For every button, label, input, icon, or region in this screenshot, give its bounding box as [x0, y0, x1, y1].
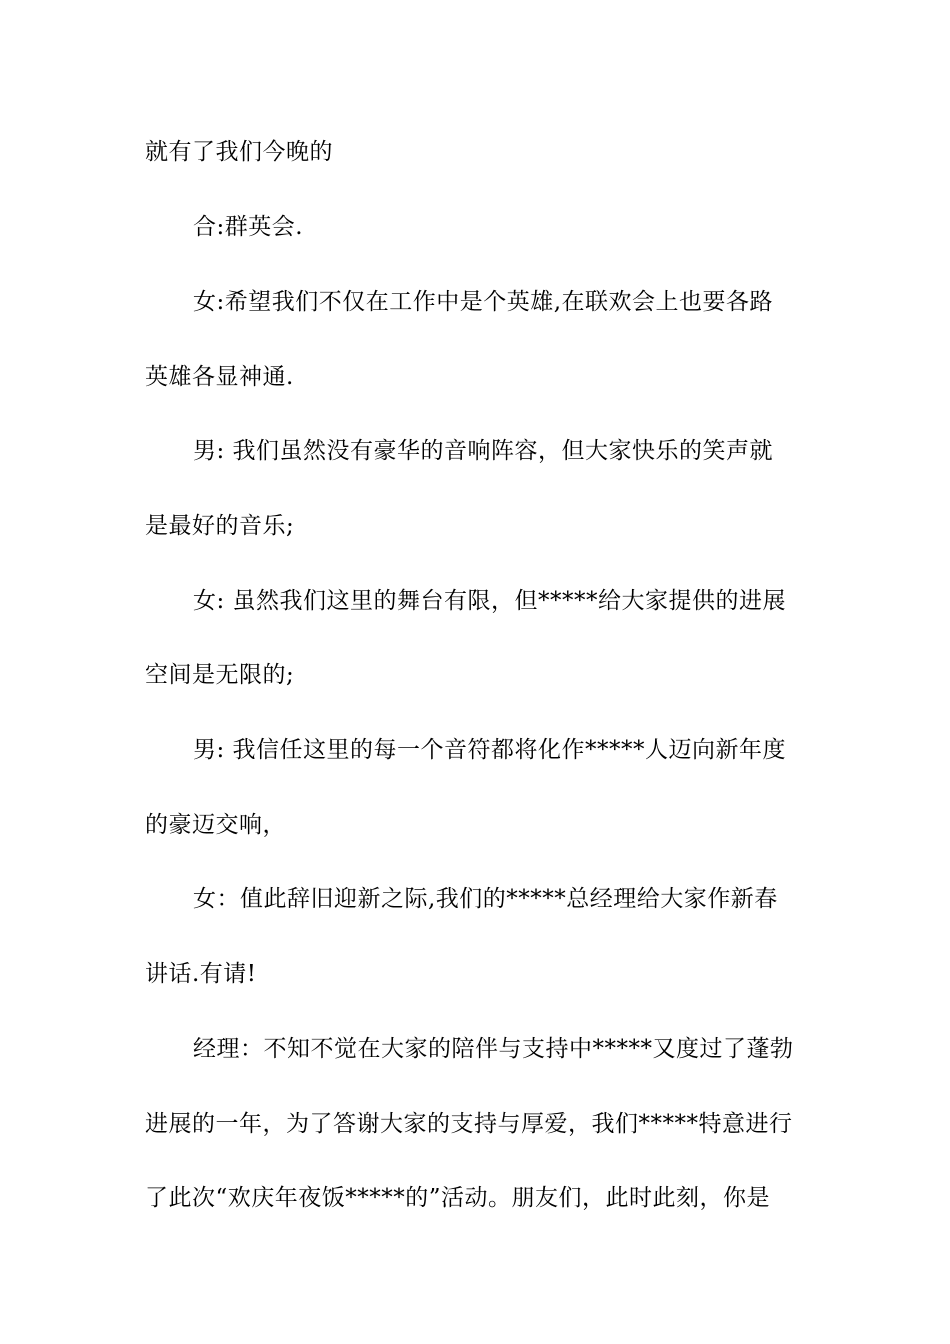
text-line: 经理：不知不觉在大家的陪伴与支持中*****又度过了蓬勃 — [193, 1036, 794, 1062]
text-line: 男: 我信任这里的每一个音符都将化作*****人迈向新年度 — [193, 737, 787, 763]
text-line: 合:群英会. — [193, 214, 304, 240]
text-line: 的豪迈交响， — [145, 812, 286, 838]
text-line: 男: 我们虽然没有豪华的音响阵容，但大家快乐的笑声就 — [193, 438, 774, 464]
text-line: 女: 虽然我们这里的舞台有限，但*****给大家提供的进展 — [193, 588, 787, 614]
text-line: 就有了我们今晚的 — [145, 139, 333, 165]
text-line: 英雄各显神通. — [145, 364, 294, 390]
text-line: 空间是无限的; — [145, 662, 295, 688]
text-line: 女:希望我们不仅在工作中是个英雄,在联欢会上也要各路 — [193, 289, 774, 315]
text-line: 讲话.有请! — [145, 961, 257, 987]
text-line: 了此次“欢庆年夜饭*****的”活动。朋友们，此时此刻，你是 — [145, 1185, 771, 1211]
text-line: 进展的一年，为了答谢大家的支持与厚爱，我们*****特意进行 — [145, 1111, 793, 1137]
text-line: 女：值此辞旧迎新之际,我们的*****总经理给大家作新春 — [193, 886, 778, 912]
text-line: 是最好的音乐; — [145, 513, 295, 539]
